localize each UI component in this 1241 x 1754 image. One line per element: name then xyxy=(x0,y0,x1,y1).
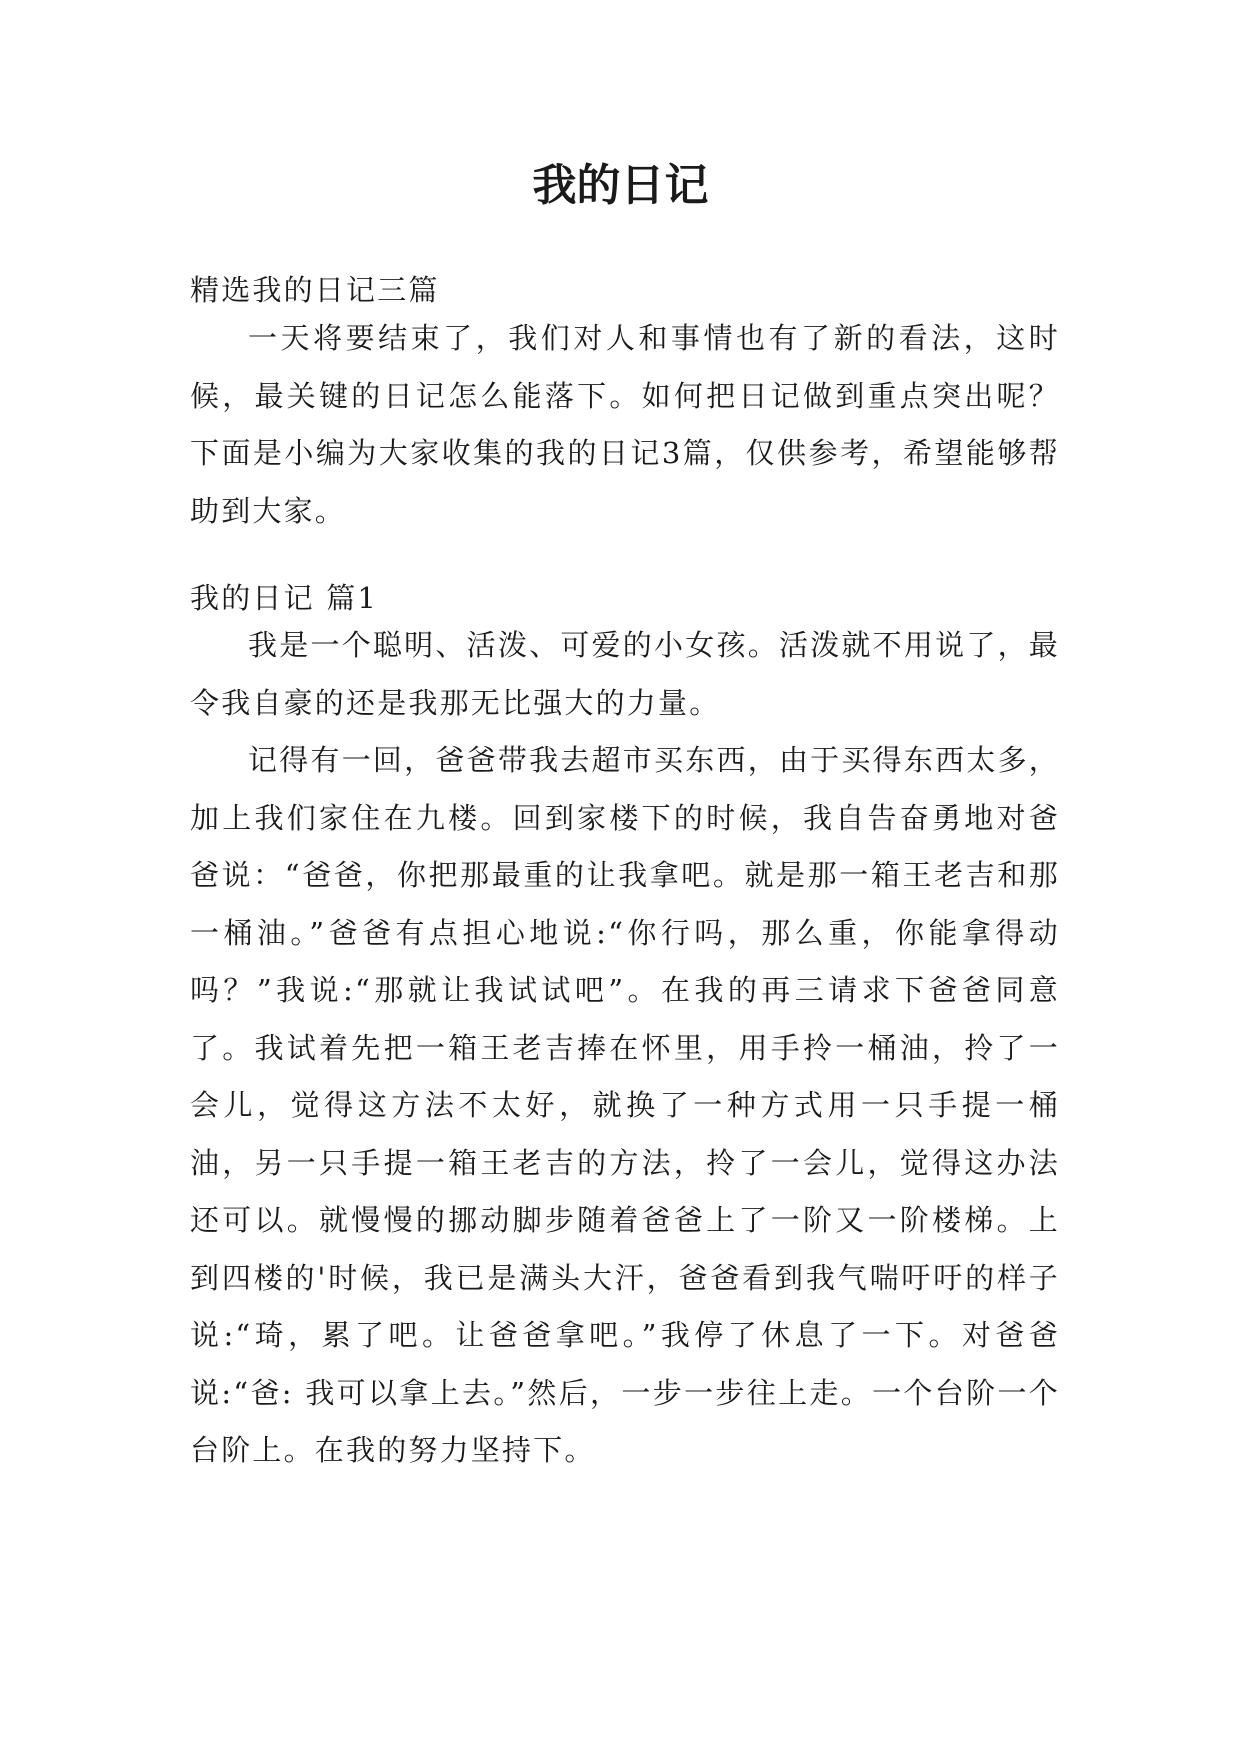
section-paragraph-2: 记得有一回，爸爸带我去超市买东西，由于买得东西太多，加上我们家住在九楼。回到家楼下的时候，我自告奋勇地对爸爸说：“爸爸，你把那最重的让我拿吧。就是那一箱王老吉和那一桶油。”爸爸有点担心地说:“你行吗，那么重，你能拿得动吗？”我说:“那就让我试试吧”。在我的再三请求下爸爸同意了。我试着先把一箱王老吉捧在怀里，用手拎一桶油，拎了一会儿，觉得这方法不太好，就换了一种方式用一只手提一桶油，另一只手提一箱王老吉的方法，拎了一会儿，觉得这办法还可以。就慢慢的挪动脚步随着爸爸上了一阶又一阶楼梯。上到四楼的'时候，我已是满头大汗，爸爸看到我气喘吁吁的样子说:“琦，累了吧。让爸爸拿吧。”我停了休息了一下。对爸爸说:“爸: 我可以拿上去。”然后，一步一步往上走。一个台阶一个台阶上。在我的努力坚持下。 xyxy=(190,743,1060,1467)
document-title: 我的日记 xyxy=(532,160,709,211)
section-body xyxy=(190,617,1060,1480)
section-paragraph-1: 我是一个聪明、活泼、可爱的小女孩。活泼就不用说了，最令我自豪的还是我那无比强大的力量。 xyxy=(190,628,1060,720)
intro-block xyxy=(190,310,1060,540)
intro-paragraph: 一天将要结束了，我们对人和事情也有了新的看法，这时候，最关键的日记怎么能落下。如何把日记做到重点突出呢？下面是小编为大家收集的我的日记3篇，仅供参考，希望能够帮助到大家。 xyxy=(190,321,1060,528)
document-subtitle: 精选我的日记三篇 xyxy=(190,273,440,307)
section-heading: 我的日记 篇1 xyxy=(190,581,379,615)
